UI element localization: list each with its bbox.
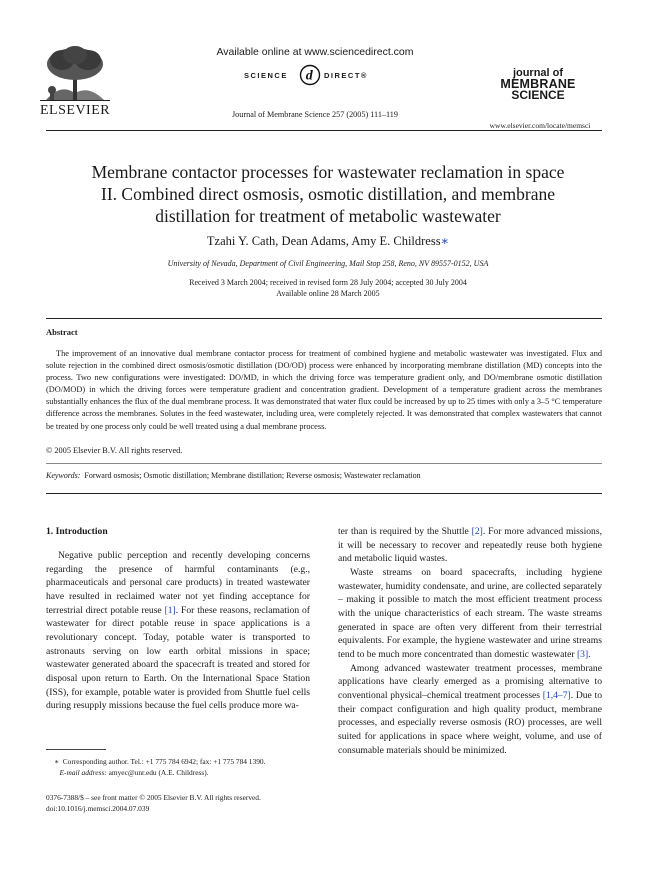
title-line1: Membrane contactor processes for wastewater reclamation in space — [91, 162, 565, 182]
email-label: E-mail address: — [59, 768, 107, 777]
journal-citation: Journal of Membrane Science 257 (2005) 111–119 — [232, 110, 398, 119]
received-dates: Received 3 March 2004; received in revised form 28 July 2004; accepted 30 July 2004 — [189, 278, 467, 287]
text-run: Negative public perception and recently developing concerns regarding the presence of harmful contaminants (e.g., pharmaceuticals and personal care products) in treated wastewater have resulted in reclaimed water not yet finding acceptance for terrestrial direct potable reuse — [46, 550, 310, 616]
citation-link[interactable]: [2] — [471, 526, 483, 537]
paragraph — [46, 549, 310, 713]
affiliation: University of Nevada, Department of Civil Engineering, Mail Stop 258, Reno, NV 89557-0152, USA — [167, 259, 489, 268]
abstract-top-rule — [46, 318, 602, 319]
publisher-wordmark: ELSEVIER — [40, 103, 111, 118]
journal-name-line2: MEMBRANE — [500, 77, 576, 91]
abstract-text: The improvement of an innovative dual membrane contactor process for treatment of combined hygiene and metabolic wastewater was investigated. Flux and solute rejection in the combined direct osmosis/osmotic distillation (DO/OD) process were enhanced by incorporating membrane distillation (MD) concepts into the process. Two new configurations were investigated: DO/MD, in which the driving force was temperature gradient only, and DO/membrane osmotic distillation (DO/MOD) in which the driving forces were temperature gradient and concentration gradient. Development of a temperature gradient across the membranes substantially enhances the flux of the dual membrane process. It was demonstrated that water flux could be increased by up to 25 times with only a 3–5 °C temperature difference across the membranes. Solutes in the feed wastewater, including urea, were completely rejected. It was demonstrated that complex wastewaters that cannot be treated by one process only could be well treated using a dual membrane process. — [46, 349, 602, 431]
section-heading-introduction: 1. Introduction — [46, 526, 108, 537]
sciencedirect-logo[interactable] — [244, 64, 414, 88]
text-run: Waste streams on board spacecrafts, including hygiene wastewater, humidity condensate, and urine, are collected separately – making it possible to match the most efficient treatment process with the unique characteristics of each stream. The waste streams generated in space are often very different from their terrestrial equivalents. For example, the hygiene wastewater and urine streams tend to be much more concentrated than domestic wastewater — [338, 566, 602, 660]
text-run: . — [588, 648, 591, 660]
title-line3: distillation for treatment of metabolic wastewater — [155, 206, 501, 226]
footnote-mark: ∗ — [54, 757, 60, 766]
abstract-bottom-rule — [46, 493, 602, 494]
text-run: . For these reasons, reclamation of wastewater for direct potable reuse in space applications is a revolutionary concept. Today, potable water is transported to astronauts serving on low earth orbital missions in space; wastewater generated aboard the spacecraft is treated and stored for disposal upon return to Earth. On the International Space Station (ISS), for example, potable water is provided from Shuttle fuel cells during resupply missions because the fuel cells produce more wa- — [46, 604, 310, 712]
right-column — [338, 525, 602, 757]
footnote-rule — [46, 749, 106, 750]
header-divider — [46, 130, 602, 131]
sciencedirect-right: DIRECT® — [324, 71, 368, 80]
text-run: . For more advanced missions, it will be necessary to recover and repeatedly reuse both hygiene and metabolic liquid wastes. — [338, 526, 602, 565]
title-line2: II. Combined direct osmosis, osmotic distillation, and membrane — [101, 184, 555, 204]
email-address[interactable]: amyec@unr.edu (A.E. Childress). — [108, 768, 209, 777]
keywords — [46, 471, 421, 480]
author-list — [50, 233, 606, 249]
journal-masthead — [498, 68, 578, 101]
svg-text:d: d — [305, 68, 315, 84]
article-title — [50, 161, 606, 227]
journal-name-line3: SCIENCE — [511, 88, 565, 102]
paragraph — [338, 525, 602, 566]
keywords-rule — [46, 463, 602, 464]
paragraph — [338, 566, 602, 662]
keywords-text: Forward osmosis; Osmotic distillation; Membrane distillation; Reverse osmosis; Wastewater reclamation — [84, 471, 421, 480]
text-run: Among advanced wastewater treatment processes, membrane applications have clearly emerged as a promising alternative to conventional physical–chemical treatment processes — [338, 662, 602, 701]
text-run: . Due to their compact configuration and high quality product, membrane processes, and especially reverse osmosis (RO) processes, are well suited for applications in space where weight, volume, and use of consumable materials should be minimized. — [338, 689, 602, 756]
abstract-heading: Abstract — [46, 327, 78, 337]
paragraph — [338, 662, 602, 758]
citation-link[interactable]: [3] — [576, 648, 589, 660]
sciencedirect-left: SCIENCE — [244, 71, 288, 80]
authors-names: Tzahi Y. Cath, Dean Adams, Amy E. Childress — [206, 234, 441, 248]
elsevier-logo — [40, 44, 110, 119]
citation-link[interactable]: [1,4–7] — [542, 689, 571, 701]
available-online-text[interactable]: Available online at www.sciencedirect.com — [216, 46, 414, 58]
available-date: Available online 28 March 2005 — [276, 289, 380, 298]
citation-link[interactable]: [1] — [164, 604, 176, 616]
page-footer — [46, 792, 261, 814]
tree-emblem-icon — [40, 44, 110, 102]
sciencedirect-at-icon — [299, 64, 321, 86]
footnote — [54, 756, 314, 778]
corresponding-author-note: Corresponding author. Tel.: +1 775 784 6942; fax: +1 775 784 1390. — [62, 757, 266, 766]
left-column — [46, 549, 310, 713]
keywords-label: Keywords: — [46, 471, 81, 480]
abstract-copyright: © 2005 Elsevier B.V. All rights reserved. — [46, 446, 183, 455]
article-dates — [50, 277, 606, 299]
corresponding-author-mark[interactable]: ∗ — [440, 234, 450, 248]
doi-line[interactable]: doi:10.1016/j.memsci.2004.07.039 — [46, 804, 150, 813]
journal-name-line1: journal of — [512, 67, 564, 79]
journal-url[interactable]: www.elsevier.com/locate/memsci — [489, 121, 591, 130]
text-run: ter than is required by the Shuttle — [338, 526, 472, 537]
issn-line: 0376-7388/$ – see front matter © 2005 Elsevier B.V. All rights reserved. — [46, 793, 261, 802]
